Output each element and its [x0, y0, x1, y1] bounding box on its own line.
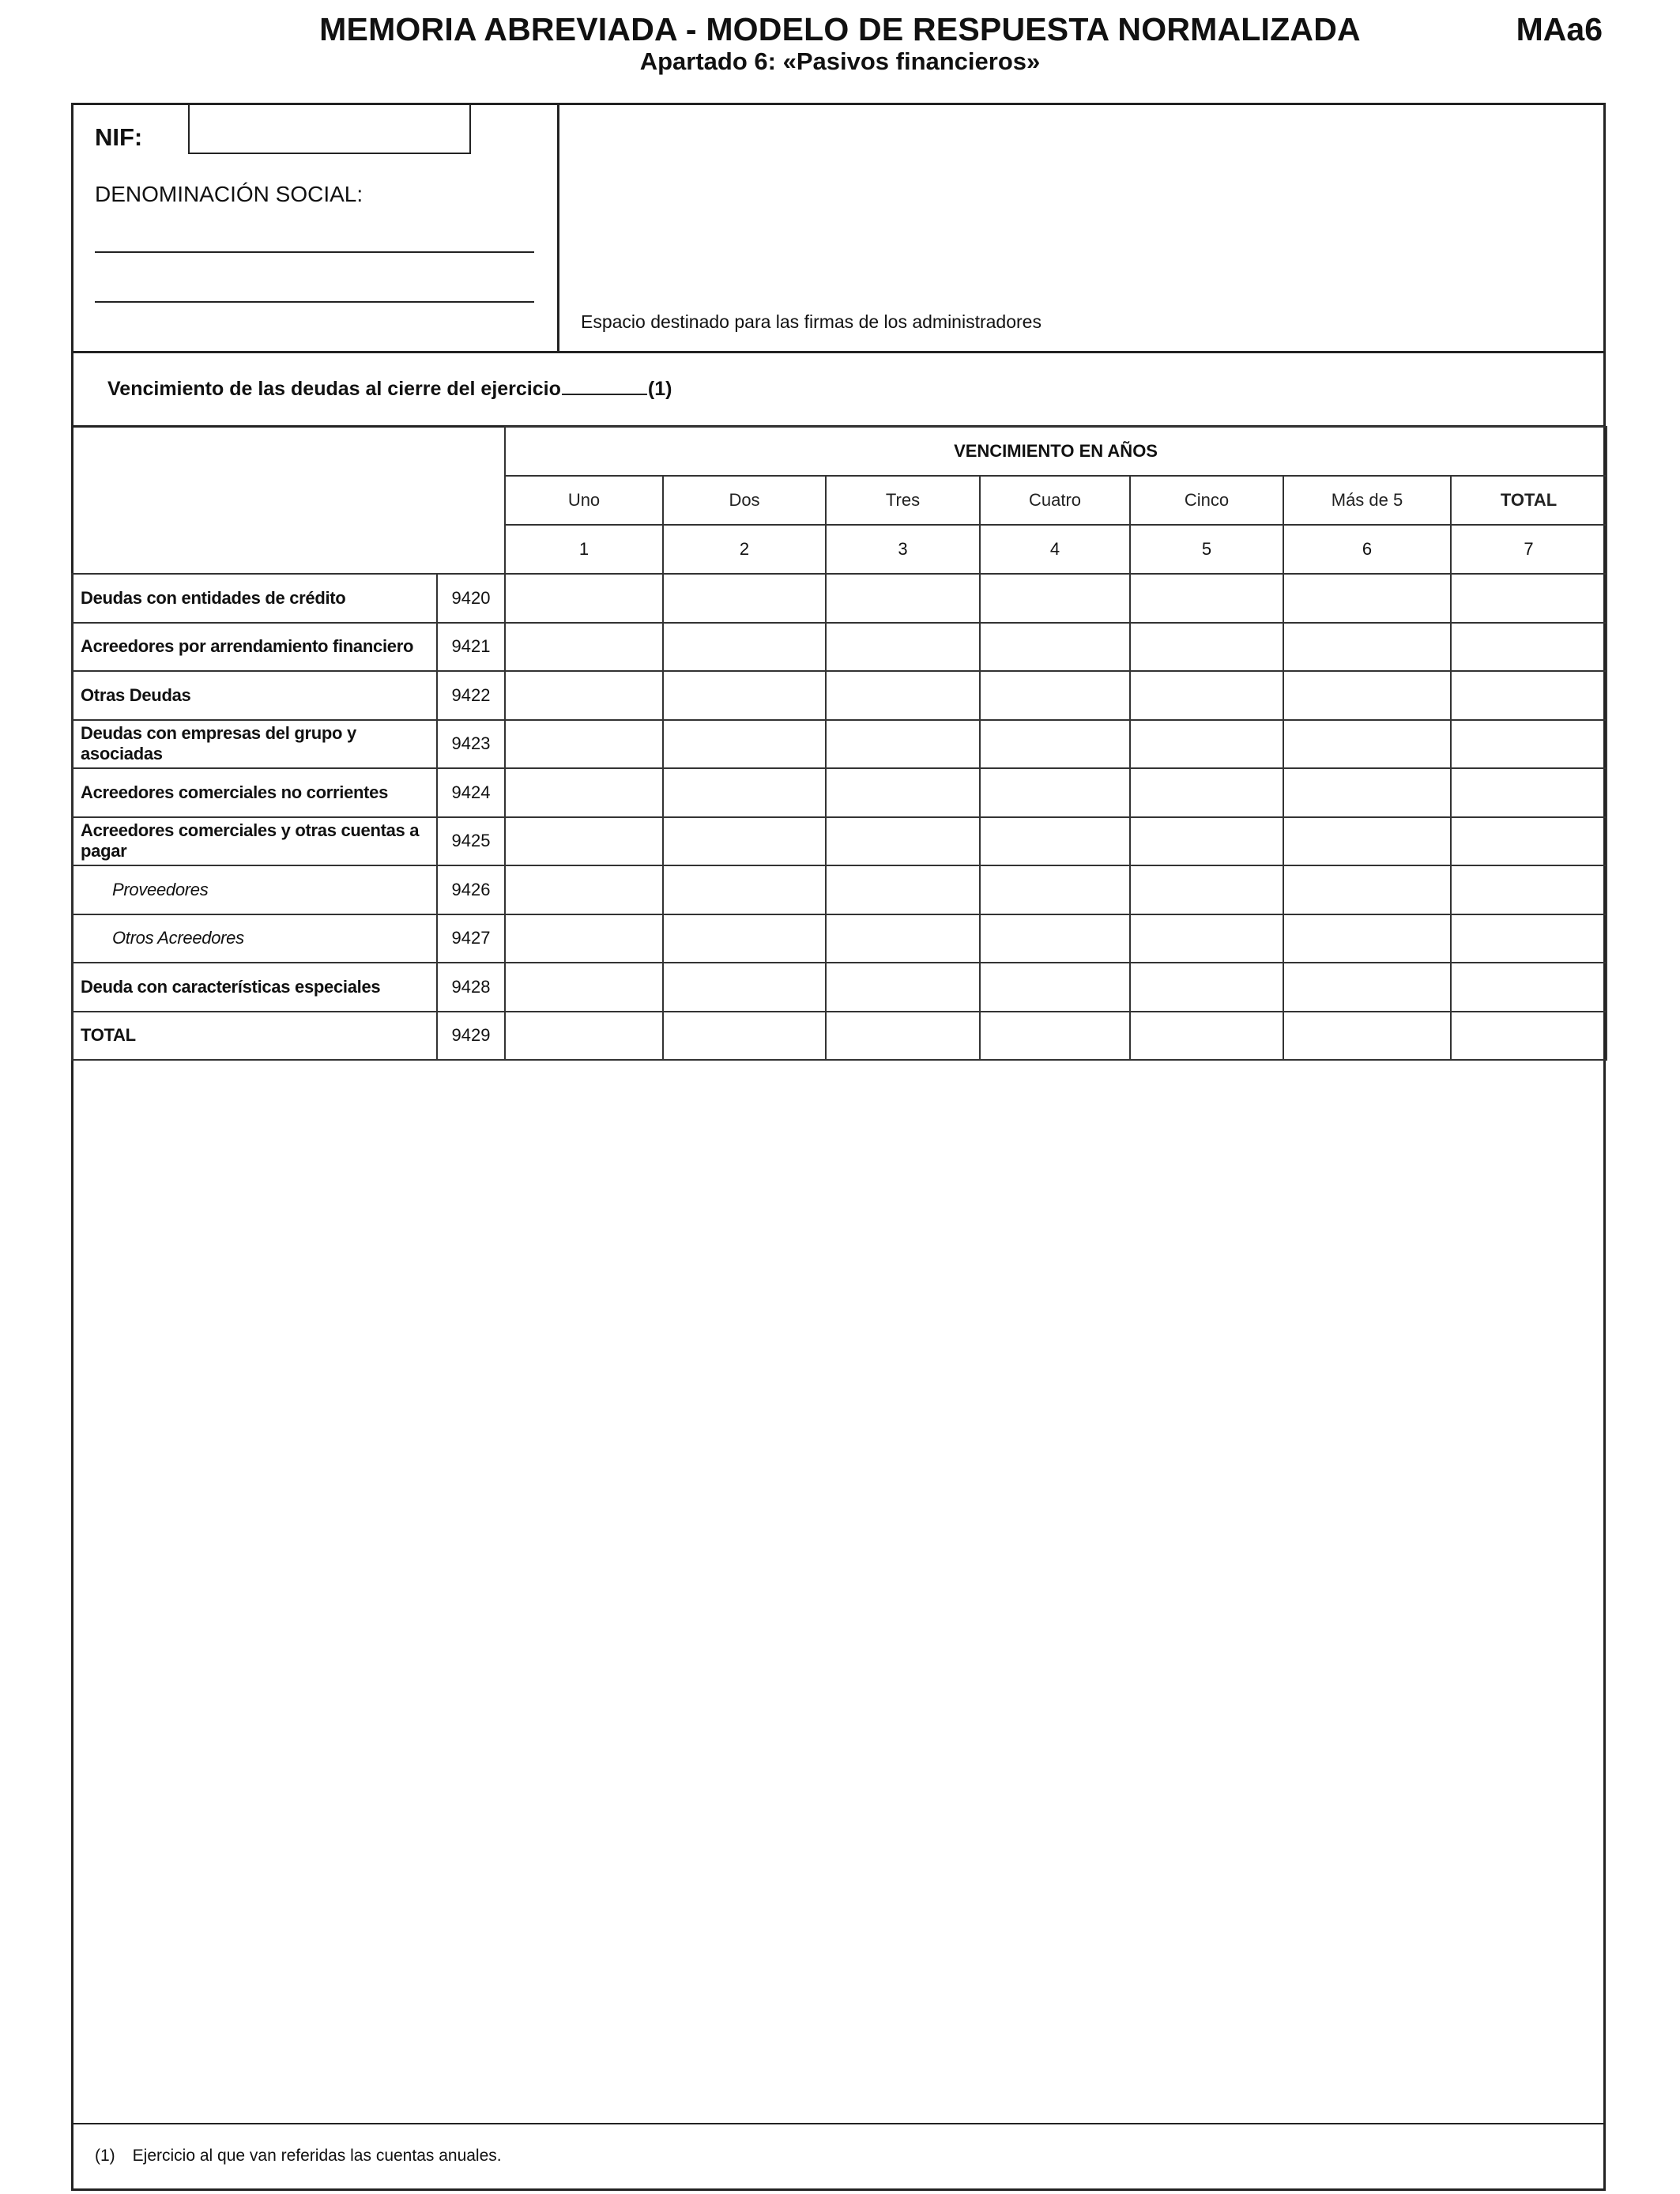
value-cell[interactable] [1451, 963, 1607, 1012]
row-code: 9428 [437, 963, 505, 1012]
value-cell[interactable] [505, 720, 663, 769]
value-cell[interactable] [1283, 963, 1451, 1012]
value-cell[interactable] [1130, 914, 1283, 963]
value-cell[interactable] [505, 817, 663, 866]
column-number-2: 2 [663, 525, 826, 574]
form-code: MAa6 [1516, 11, 1603, 47]
value-cell[interactable] [826, 865, 980, 914]
table-row-total [72, 1012, 1607, 1061]
table-row [72, 720, 1607, 769]
value-cell[interactable] [663, 865, 826, 914]
row-label: Acreedores por arrendamiento financiero [72, 623, 437, 672]
table-row [72, 623, 1607, 672]
value-cell[interactable] [1451, 720, 1607, 769]
value-cell[interactable] [505, 963, 663, 1012]
value-cell[interactable] [505, 1012, 663, 1061]
value-cell[interactable] [980, 720, 1130, 769]
value-cell[interactable] [980, 865, 1130, 914]
row-code: 9429 [437, 1012, 505, 1061]
value-cell[interactable] [1130, 1012, 1283, 1061]
value-cell[interactable] [1130, 623, 1283, 672]
value-cell[interactable] [980, 914, 1130, 963]
row-label: Acreedores comerciales no corrientes [72, 768, 437, 817]
row-code: 9423 [437, 720, 505, 769]
row-label: TOTAL [72, 1012, 437, 1061]
nif-label: NIF: [95, 123, 143, 151]
column-number-5: 5 [1130, 525, 1283, 574]
value-cell[interactable] [826, 574, 980, 623]
column-number-1: 1 [505, 525, 663, 574]
value-cell[interactable] [1130, 768, 1283, 817]
value-cell[interactable] [663, 671, 826, 720]
value-cell[interactable] [826, 914, 980, 963]
row-label: Proveedores [72, 865, 437, 914]
value-cell[interactable] [505, 623, 663, 672]
denominacion-social-line-2[interactable] [95, 301, 534, 303]
value-cell[interactable] [1451, 623, 1607, 672]
row-label: Otras Deudas [72, 671, 437, 720]
value-cell[interactable] [1451, 768, 1607, 817]
value-cell[interactable] [1283, 914, 1451, 963]
value-cell[interactable] [980, 1012, 1130, 1061]
value-cell[interactable] [826, 720, 980, 769]
maturity-heading [107, 376, 672, 401]
value-cell[interactable] [505, 768, 663, 817]
value-cell[interactable] [1130, 574, 1283, 623]
value-cell[interactable] [1130, 865, 1283, 914]
denominacion-social-label: DENOMINACIÓN SOCIAL: [95, 182, 363, 206]
value-cell[interactable] [663, 623, 826, 672]
document-title: MEMORIA ABREVIADA - MODELO DE RESPUESTA NORMALIZADA [319, 11, 1361, 47]
value-cell[interactable] [1283, 623, 1451, 672]
table-row [72, 574, 1607, 623]
value-cell[interactable] [505, 914, 663, 963]
value-cell[interactable] [663, 768, 826, 817]
column-number-6: 6 [1283, 525, 1451, 574]
footer-divider [71, 2123, 1606, 2124]
period-header-6: Más de 5 [1283, 476, 1451, 525]
row-code: 9426 [437, 865, 505, 914]
row-code: 9427 [437, 914, 505, 963]
value-cell[interactable] [980, 963, 1130, 1012]
table-row [72, 865, 1607, 914]
row-code: 9422 [437, 671, 505, 720]
value-cell[interactable] [826, 1012, 980, 1061]
debt-maturity-table [71, 426, 1607, 1061]
footnote-number: (1) [95, 2147, 115, 2165]
form-frame [71, 103, 1606, 2191]
value-cell[interactable] [1451, 914, 1607, 963]
value-cell[interactable] [505, 671, 663, 720]
column-number-7: 7 [1451, 525, 1607, 574]
table-corner [72, 427, 505, 574]
value-cell[interactable] [980, 574, 1130, 623]
table-row [72, 768, 1607, 817]
period-header-1: Uno [505, 476, 663, 525]
value-cell[interactable] [1130, 963, 1283, 1012]
column-number-3: 3 [826, 525, 980, 574]
value-cell[interactable] [826, 623, 980, 672]
value-cell[interactable] [826, 963, 980, 1012]
row-label: Deudas con empresas del grupo y asociadas [72, 720, 437, 769]
value-cell[interactable] [826, 671, 980, 720]
value-cell[interactable] [1283, 574, 1451, 623]
maturity-group-header: VENCIMIENTO EN AÑOS [505, 427, 1607, 476]
table-row [72, 671, 1607, 720]
value-cell[interactable] [1283, 671, 1451, 720]
value-cell[interactable] [663, 817, 826, 866]
period-header-total: TOTAL [1451, 476, 1607, 525]
value-cell[interactable] [1283, 817, 1451, 866]
row-label: Acreedores comerciales y otras cuentas a pagar [72, 817, 437, 866]
value-cell[interactable] [1451, 865, 1607, 914]
period-header-3: Tres [826, 476, 980, 525]
period-header-4: Cuatro [980, 476, 1130, 525]
period-header-5: Cinco [1130, 476, 1283, 525]
table-row [72, 963, 1607, 1012]
value-cell[interactable] [1130, 671, 1283, 720]
row-code: 9425 [437, 817, 505, 866]
value-cell[interactable] [980, 817, 1130, 866]
value-cell[interactable] [663, 720, 826, 769]
footnote [95, 2147, 502, 2166]
value-cell[interactable] [1283, 768, 1451, 817]
row-code: 9421 [437, 623, 505, 672]
nif-field[interactable] [188, 103, 471, 154]
fiscal-year-blank[interactable] [562, 376, 647, 395]
value-cell[interactable] [663, 1012, 826, 1061]
maturity-heading-text: Vencimiento de las deudas al cierre del ejercicio [107, 378, 561, 400]
value-cell[interactable] [1451, 574, 1607, 623]
value-cell[interactable] [1283, 1012, 1451, 1061]
footnote-reference: (1) [647, 378, 672, 400]
row-label: Deudas con entidades de crédito [72, 574, 437, 623]
column-number-4: 4 [980, 525, 1130, 574]
footnote-text: Ejercicio al que van referidas las cuentas anuales. [132, 2147, 502, 2165]
value-cell[interactable] [663, 963, 826, 1012]
value-cell[interactable] [980, 623, 1130, 672]
value-cell[interactable] [1130, 817, 1283, 866]
value-cell[interactable] [1451, 671, 1607, 720]
value-cell[interactable] [826, 817, 980, 866]
value-cell[interactable] [505, 865, 663, 914]
value-cell[interactable] [1283, 865, 1451, 914]
value-cell[interactable] [980, 671, 1130, 720]
value-cell[interactable] [505, 574, 663, 623]
row-label: Otros Acreedores [72, 914, 437, 963]
period-header-2: Dos [663, 476, 826, 525]
row-code: 9420 [437, 574, 505, 623]
denominacion-social-line-1[interactable] [95, 251, 534, 253]
table-row [72, 817, 1607, 866]
signatures-area-note: Espacio destinado para las firmas de los administradores [581, 311, 1042, 332]
row-label: Deuda con características especiales [72, 963, 437, 1012]
document-subtitle: Apartado 6: «Pasivos financieros» [639, 47, 1041, 75]
value-cell[interactable] [980, 768, 1130, 817]
value-cell[interactable] [1451, 817, 1607, 866]
identification-divider-vertical [557, 103, 559, 352]
value-cell[interactable] [1130, 720, 1283, 769]
value-cell[interactable] [663, 574, 826, 623]
value-cell[interactable] [1451, 1012, 1607, 1061]
identification-divider-horizontal [71, 351, 1606, 353]
row-code: 9424 [437, 768, 505, 817]
value-cell[interactable] [663, 914, 826, 963]
value-cell[interactable] [826, 768, 980, 817]
value-cell[interactable] [1283, 720, 1451, 769]
table-row [72, 914, 1607, 963]
